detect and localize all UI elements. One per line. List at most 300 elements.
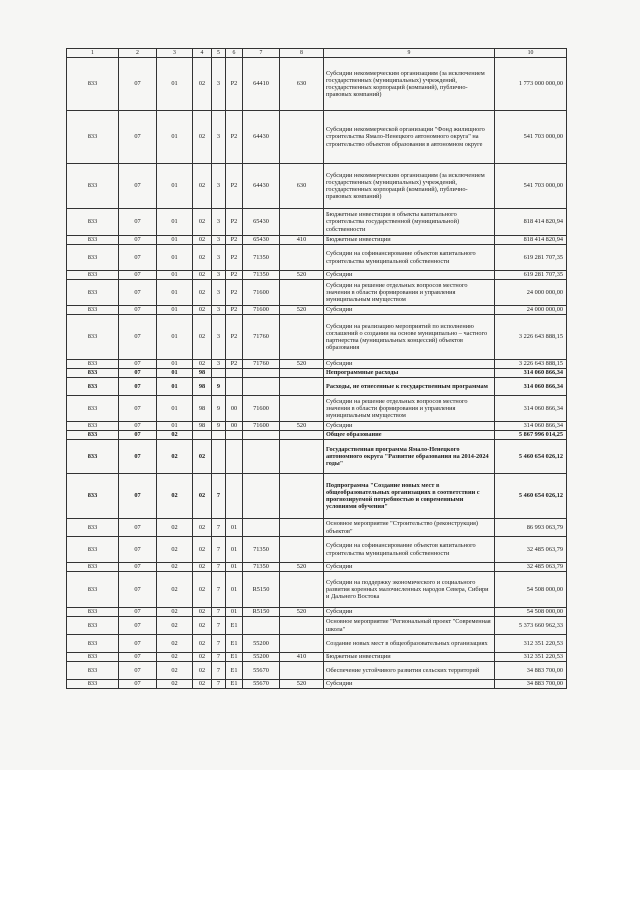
admin-code-cell: 833: [67, 608, 119, 617]
admin-code-cell: 833: [67, 164, 119, 209]
subprogram-cell: 9: [212, 422, 226, 431]
header-cell: 10: [495, 49, 567, 58]
subsection-cell: 01: [157, 58, 193, 111]
table-row: [67, 209, 567, 236]
table-row: [67, 164, 567, 209]
table-row: [67, 519, 567, 537]
section-cell: 07: [119, 245, 157, 271]
subprogram-cell: [212, 431, 226, 440]
expense-type-cell: [280, 519, 324, 537]
program-cell: 02: [193, 662, 212, 680]
section-cell: 07: [119, 635, 157, 653]
expense-type-cell: [280, 209, 324, 236]
description-cell: Непрограммные расходы: [324, 369, 495, 378]
description-cell: Основное мероприятие "Региональный проект "Современная школа": [324, 617, 495, 635]
amount-cell: 312 351 220,53: [495, 635, 567, 653]
admin-code-cell: 833: [67, 440, 119, 474]
program-cell: 98: [193, 396, 212, 422]
activity-cell: E1: [226, 617, 243, 635]
description-cell: Субсидии: [324, 563, 495, 572]
amount-cell: 541 703 000,00: [495, 164, 567, 209]
header-cell: 3: [157, 49, 193, 58]
program-cell: 02: [193, 111, 212, 164]
expense-type-cell: [280, 662, 324, 680]
expense-type-cell: [280, 315, 324, 360]
program-cell: 02: [193, 58, 212, 111]
section-cell: 07: [119, 653, 157, 662]
admin-code-cell: 833: [67, 635, 119, 653]
direction-cell: 55200: [243, 635, 280, 653]
amount-cell: 314 060 866,34: [495, 378, 567, 396]
table-row: [67, 635, 567, 653]
amount-cell: 312 351 220,53: [495, 653, 567, 662]
subsection-cell: 02: [157, 537, 193, 563]
direction-cell: 65430: [243, 236, 280, 245]
direction-cell: [243, 474, 280, 519]
table-body: [67, 49, 567, 689]
table-row: [67, 58, 567, 111]
direction-cell: 55670: [243, 680, 280, 689]
admin-code-cell: 833: [67, 58, 119, 111]
activity-cell: P2: [226, 236, 243, 245]
subprogram-cell: 3: [212, 209, 226, 236]
amount-cell: 818 414 820,94: [495, 236, 567, 245]
program-cell: 02: [193, 280, 212, 306]
admin-code-cell: 833: [67, 617, 119, 635]
activity-cell: P2: [226, 271, 243, 280]
header-cell: 6: [226, 49, 243, 58]
direction-cell: [243, 369, 280, 378]
amount-cell: 619 281 707,35: [495, 245, 567, 271]
table-row: [67, 245, 567, 271]
description-cell: Общее образование: [324, 431, 495, 440]
program-cell: 98: [193, 369, 212, 378]
subsection-cell: 02: [157, 519, 193, 537]
subsection-cell: 02: [157, 608, 193, 617]
activity-cell: 01: [226, 608, 243, 617]
subsection-cell: 01: [157, 236, 193, 245]
section-cell: 07: [119, 431, 157, 440]
section-cell: 07: [119, 58, 157, 111]
admin-code-cell: 833: [67, 431, 119, 440]
admin-code-cell: 833: [67, 680, 119, 689]
admin-code-cell: 833: [67, 662, 119, 680]
description-cell: Государственная программа Ямало-Ненецкого автономного округа "Развитие образования на 2014-2024 годы": [324, 440, 495, 474]
section-cell: 07: [119, 440, 157, 474]
activity-cell: E1: [226, 653, 243, 662]
description-cell: Субсидии: [324, 271, 495, 280]
direction-cell: 64410: [243, 58, 280, 111]
table-row: [67, 396, 567, 422]
expense-type-cell: [280, 369, 324, 378]
activity-cell: P2: [226, 360, 243, 369]
amount-cell: 54 508 000,00: [495, 608, 567, 617]
section-cell: 07: [119, 608, 157, 617]
description-cell: Субсидии на решение отдельных вопросов местного значения в области формирования и управления муниципальным имуществом: [324, 396, 495, 422]
amount-cell: 818 414 820,94: [495, 209, 567, 236]
section-cell: 07: [119, 111, 157, 164]
expense-type-cell: [280, 617, 324, 635]
activity-cell: P2: [226, 164, 243, 209]
description-cell: Бюджетные инвестиции: [324, 653, 495, 662]
subsection-cell: 02: [157, 474, 193, 519]
program-cell: 02: [193, 315, 212, 360]
expense-type-cell: [280, 396, 324, 422]
subsection-cell: 01: [157, 360, 193, 369]
program-cell: 02: [193, 680, 212, 689]
description-cell: Расходы, не отнесенные к государственным программам: [324, 378, 495, 396]
description-cell: Субсидии: [324, 680, 495, 689]
amount-cell: 619 281 707,35: [495, 271, 567, 280]
section-cell: 07: [119, 519, 157, 537]
admin-code-cell: 833: [67, 474, 119, 519]
direction-cell: [243, 617, 280, 635]
description-cell: Субсидии некоммерческой организации "Фонд жилищного строительства Ямало-Ненецкого автономного округа" на строительство объектов образования в автономном округе: [324, 111, 495, 164]
subprogram-cell: 7: [212, 617, 226, 635]
description-cell: Обеспечение устойчивого развития сельских территорий: [324, 662, 495, 680]
program-cell: 02: [193, 236, 212, 245]
section-cell: 07: [119, 315, 157, 360]
subprogram-cell: 9: [212, 378, 226, 396]
admin-code-cell: 833: [67, 563, 119, 572]
direction-cell: 55200: [243, 653, 280, 662]
activity-cell: [226, 369, 243, 378]
subprogram-cell: 7: [212, 653, 226, 662]
activity-cell: [226, 440, 243, 474]
expense-type-cell: [280, 537, 324, 563]
header-cell: 1: [67, 49, 119, 58]
activity-cell: P2: [226, 58, 243, 111]
activity-cell: [226, 474, 243, 519]
direction-cell: 71350: [243, 537, 280, 563]
admin-code-cell: 833: [67, 519, 119, 537]
admin-code-cell: 833: [67, 315, 119, 360]
activity-cell: [226, 431, 243, 440]
program-cell: 02: [193, 617, 212, 635]
description-cell: Подпрограмма "Создание новых мест в общеобразовательных организациях в соответствии с прогнозируемой потребностью и современными условиями обучения": [324, 474, 495, 519]
program-cell: 98: [193, 378, 212, 396]
subsection-cell: 01: [157, 111, 193, 164]
subprogram-cell: [212, 440, 226, 474]
program-cell: 02: [193, 474, 212, 519]
expense-type-cell: 520: [280, 271, 324, 280]
direction-cell: 71350: [243, 563, 280, 572]
description-cell: Субсидии некоммерческим организациям (за исключением государственных (муниципальных) учреждений, государственных корпораций (компаний), публично-правовых компаний): [324, 58, 495, 111]
subprogram-cell: 3: [212, 271, 226, 280]
activity-cell: 01: [226, 519, 243, 537]
direction-cell: [243, 378, 280, 396]
program-cell: 02: [193, 635, 212, 653]
amount-cell: 314 060 866,34: [495, 369, 567, 378]
expense-type-cell: [280, 635, 324, 653]
subprogram-cell: 7: [212, 608, 226, 617]
table-row: [67, 422, 567, 431]
table-row: [67, 653, 567, 662]
subprogram-cell: 3: [212, 111, 226, 164]
description-cell: Субсидии на решение отдельных вопросов местного значения в области формирования и управления муниципальным имуществом: [324, 280, 495, 306]
activity-cell: 01: [226, 537, 243, 563]
section-cell: 07: [119, 422, 157, 431]
admin-code-cell: 833: [67, 653, 119, 662]
amount-cell: 5 460 654 026,12: [495, 474, 567, 519]
amount-cell: 1 773 000 000,00: [495, 58, 567, 111]
subsection-cell: 01: [157, 422, 193, 431]
amount-cell: 314 060 866,34: [495, 396, 567, 422]
table-row: [67, 360, 567, 369]
program-cell: 98: [193, 422, 212, 431]
subsection-cell: 01: [157, 209, 193, 236]
table-row: [67, 111, 567, 164]
subsection-cell: 01: [157, 369, 193, 378]
subsection-cell: 02: [157, 563, 193, 572]
subprogram-cell: 7: [212, 662, 226, 680]
table-row: [67, 431, 567, 440]
expense-type-cell: 630: [280, 164, 324, 209]
expense-type-cell: 410: [280, 653, 324, 662]
amount-cell: 34 883 700,00: [495, 680, 567, 689]
activity-cell: 00: [226, 396, 243, 422]
direction-cell: 71760: [243, 315, 280, 360]
program-cell: 02: [193, 271, 212, 280]
amount-cell: 5 460 654 026,12: [495, 440, 567, 474]
program-cell: 02: [193, 653, 212, 662]
activity-cell: 00: [226, 422, 243, 431]
program-cell: 02: [193, 209, 212, 236]
direction-cell: [243, 519, 280, 537]
header-cell: 7: [243, 49, 280, 58]
expense-type-cell: 520: [280, 306, 324, 315]
admin-code-cell: 833: [67, 537, 119, 563]
subsection-cell: 02: [157, 680, 193, 689]
table-row: [67, 271, 567, 280]
subprogram-cell: 3: [212, 236, 226, 245]
section-cell: 07: [119, 280, 157, 306]
description-cell: Субсидии на поддержку экономического и социального развития коренных малочисленных народов Севера, Сибири и Дальнего Востока: [324, 572, 495, 608]
program-cell: 02: [193, 519, 212, 537]
subsection-cell: 01: [157, 306, 193, 315]
table-row: [67, 680, 567, 689]
page-bottom-margin: [0, 770, 640, 905]
section-cell: 07: [119, 617, 157, 635]
subprogram-cell: 3: [212, 58, 226, 111]
expense-type-cell: 520: [280, 608, 324, 617]
description-cell: Создание новых мест в общеобразовательных организациях: [324, 635, 495, 653]
amount-cell: 86 993 063,79: [495, 519, 567, 537]
description-cell: Бюджетные инвестиции: [324, 236, 495, 245]
expense-type-cell: 410: [280, 236, 324, 245]
section-cell: 07: [119, 271, 157, 280]
subsection-cell: 02: [157, 617, 193, 635]
description-cell: Субсидии: [324, 608, 495, 617]
amount-cell: 24 000 000,00: [495, 280, 567, 306]
expense-type-cell: [280, 378, 324, 396]
table-row: [67, 315, 567, 360]
header-cell: 9: [324, 49, 495, 58]
activity-cell: P2: [226, 306, 243, 315]
section-cell: 07: [119, 378, 157, 396]
direction-cell: 71600: [243, 280, 280, 306]
activity-cell: 01: [226, 572, 243, 608]
activity-cell: 01: [226, 563, 243, 572]
table-row: [67, 608, 567, 617]
program-cell: 02: [193, 537, 212, 563]
column-number-row: [67, 49, 567, 58]
subsection-cell: 01: [157, 245, 193, 271]
subsection-cell: 01: [157, 315, 193, 360]
activity-cell: [226, 378, 243, 396]
table-row: [67, 474, 567, 519]
program-cell: [193, 431, 212, 440]
subprogram-cell: 7: [212, 537, 226, 563]
table-row: [67, 306, 567, 315]
expense-type-cell: [280, 572, 324, 608]
section-cell: 07: [119, 572, 157, 608]
program-cell: 02: [193, 440, 212, 474]
activity-cell: P2: [226, 280, 243, 306]
expense-type-cell: [280, 474, 324, 519]
description-cell: Субсидии: [324, 306, 495, 315]
section-cell: 07: [119, 236, 157, 245]
table-row: [67, 572, 567, 608]
program-cell: 02: [193, 306, 212, 315]
subsection-cell: 01: [157, 164, 193, 209]
section-cell: 07: [119, 306, 157, 315]
section-cell: 07: [119, 537, 157, 563]
program-cell: 02: [193, 563, 212, 572]
direction-cell: 71600: [243, 422, 280, 431]
description-cell: Субсидии некоммерческим организациям (за исключением государственных (муниципальных) учреждений, государственных корпораций (компаний), публично-правовых компаний): [324, 164, 495, 209]
subsection-cell: 01: [157, 378, 193, 396]
subsection-cell: 02: [157, 635, 193, 653]
direction-cell: 71350: [243, 245, 280, 271]
direction-cell: 71760: [243, 360, 280, 369]
section-cell: 07: [119, 396, 157, 422]
subprogram-cell: 7: [212, 563, 226, 572]
amount-cell: 32 485 063,79: [495, 537, 567, 563]
subprogram-cell: 9: [212, 396, 226, 422]
subprogram-cell: 7: [212, 635, 226, 653]
admin-code-cell: 833: [67, 280, 119, 306]
subprogram-cell: 3: [212, 245, 226, 271]
header-cell: 4: [193, 49, 212, 58]
table-row: [67, 440, 567, 474]
activity-cell: P2: [226, 111, 243, 164]
expense-type-cell: [280, 431, 324, 440]
description-cell: Субсидии: [324, 360, 495, 369]
subprogram-cell: 3: [212, 360, 226, 369]
header-cell: 5: [212, 49, 226, 58]
direction-cell: 71600: [243, 306, 280, 315]
table-row: [67, 617, 567, 635]
admin-code-cell: 833: [67, 236, 119, 245]
table-row: [67, 537, 567, 563]
amount-cell: 24 000 000,00: [495, 306, 567, 315]
expense-type-cell: [280, 280, 324, 306]
activity-cell: E1: [226, 635, 243, 653]
description-cell: Субсидии: [324, 422, 495, 431]
subprogram-cell: 7: [212, 474, 226, 519]
table-row: [67, 662, 567, 680]
program-cell: 02: [193, 572, 212, 608]
activity-cell: E1: [226, 662, 243, 680]
activity-cell: P2: [226, 209, 243, 236]
direction-cell: 65430: [243, 209, 280, 236]
section-cell: 07: [119, 474, 157, 519]
direction-cell: [243, 440, 280, 474]
admin-code-cell: 833: [67, 369, 119, 378]
table-row: [67, 378, 567, 396]
direction-cell: 71350: [243, 271, 280, 280]
header-cell: 8: [280, 49, 324, 58]
subprogram-cell: [212, 369, 226, 378]
direction-cell: 64430: [243, 164, 280, 209]
table-row: [67, 563, 567, 572]
expense-type-cell: [280, 440, 324, 474]
direction-cell: 64430: [243, 111, 280, 164]
amount-cell: 3 226 643 888,15: [495, 315, 567, 360]
subprogram-cell: 7: [212, 572, 226, 608]
expense-type-cell: 520: [280, 563, 324, 572]
description-cell: Субсидии на софинансирование объектов капитального строительства муниципальной собственности: [324, 245, 495, 271]
subprogram-cell: 3: [212, 315, 226, 360]
section-cell: 07: [119, 360, 157, 369]
program-cell: 02: [193, 245, 212, 271]
table-row: [67, 369, 567, 378]
subsection-cell: 01: [157, 271, 193, 280]
subsection-cell: 02: [157, 440, 193, 474]
expense-type-cell: 520: [280, 422, 324, 431]
admin-code-cell: 833: [67, 306, 119, 315]
section-cell: 07: [119, 680, 157, 689]
program-cell: 02: [193, 164, 212, 209]
amount-cell: 541 703 000,00: [495, 111, 567, 164]
subprogram-cell: 3: [212, 164, 226, 209]
subsection-cell: 02: [157, 572, 193, 608]
admin-code-cell: 833: [67, 422, 119, 431]
program-cell: 02: [193, 608, 212, 617]
admin-code-cell: 833: [67, 360, 119, 369]
direction-cell: R5150: [243, 572, 280, 608]
subsection-cell: 02: [157, 662, 193, 680]
subsection-cell: 01: [157, 396, 193, 422]
expense-type-cell: [280, 245, 324, 271]
activity-cell: P2: [226, 245, 243, 271]
amount-cell: 3 226 643 888,15: [495, 360, 567, 369]
subprogram-cell: 7: [212, 680, 226, 689]
description-cell: Основное мероприятие "Строительство (реконструкция) объектов": [324, 519, 495, 537]
admin-code-cell: 833: [67, 245, 119, 271]
description-cell: Субсидии на софинансирование объектов капитального строительства муниципальной собственности: [324, 537, 495, 563]
amount-cell: 314 060 866,34: [495, 422, 567, 431]
amount-cell: 54 508 000,00: [495, 572, 567, 608]
subprogram-cell: 3: [212, 280, 226, 306]
header-cell: 2: [119, 49, 157, 58]
expense-type-cell: 520: [280, 360, 324, 369]
budget-table: [66, 48, 567, 689]
section-cell: 07: [119, 662, 157, 680]
amount-cell: 32 485 063,79: [495, 563, 567, 572]
amount-cell: 34 883 700,00: [495, 662, 567, 680]
direction-cell: [243, 431, 280, 440]
admin-code-cell: 833: [67, 396, 119, 422]
table-row: [67, 280, 567, 306]
subsection-cell: 01: [157, 280, 193, 306]
expense-type-cell: 520: [280, 680, 324, 689]
admin-code-cell: 833: [67, 111, 119, 164]
subprogram-cell: 7: [212, 519, 226, 537]
description-cell: Субсидии на реализацию мероприятий по исполнению соглашений о создании на основе муниципально – частного партнерства (муниципальных концессий) объектов образования: [324, 315, 495, 360]
section-cell: 07: [119, 369, 157, 378]
